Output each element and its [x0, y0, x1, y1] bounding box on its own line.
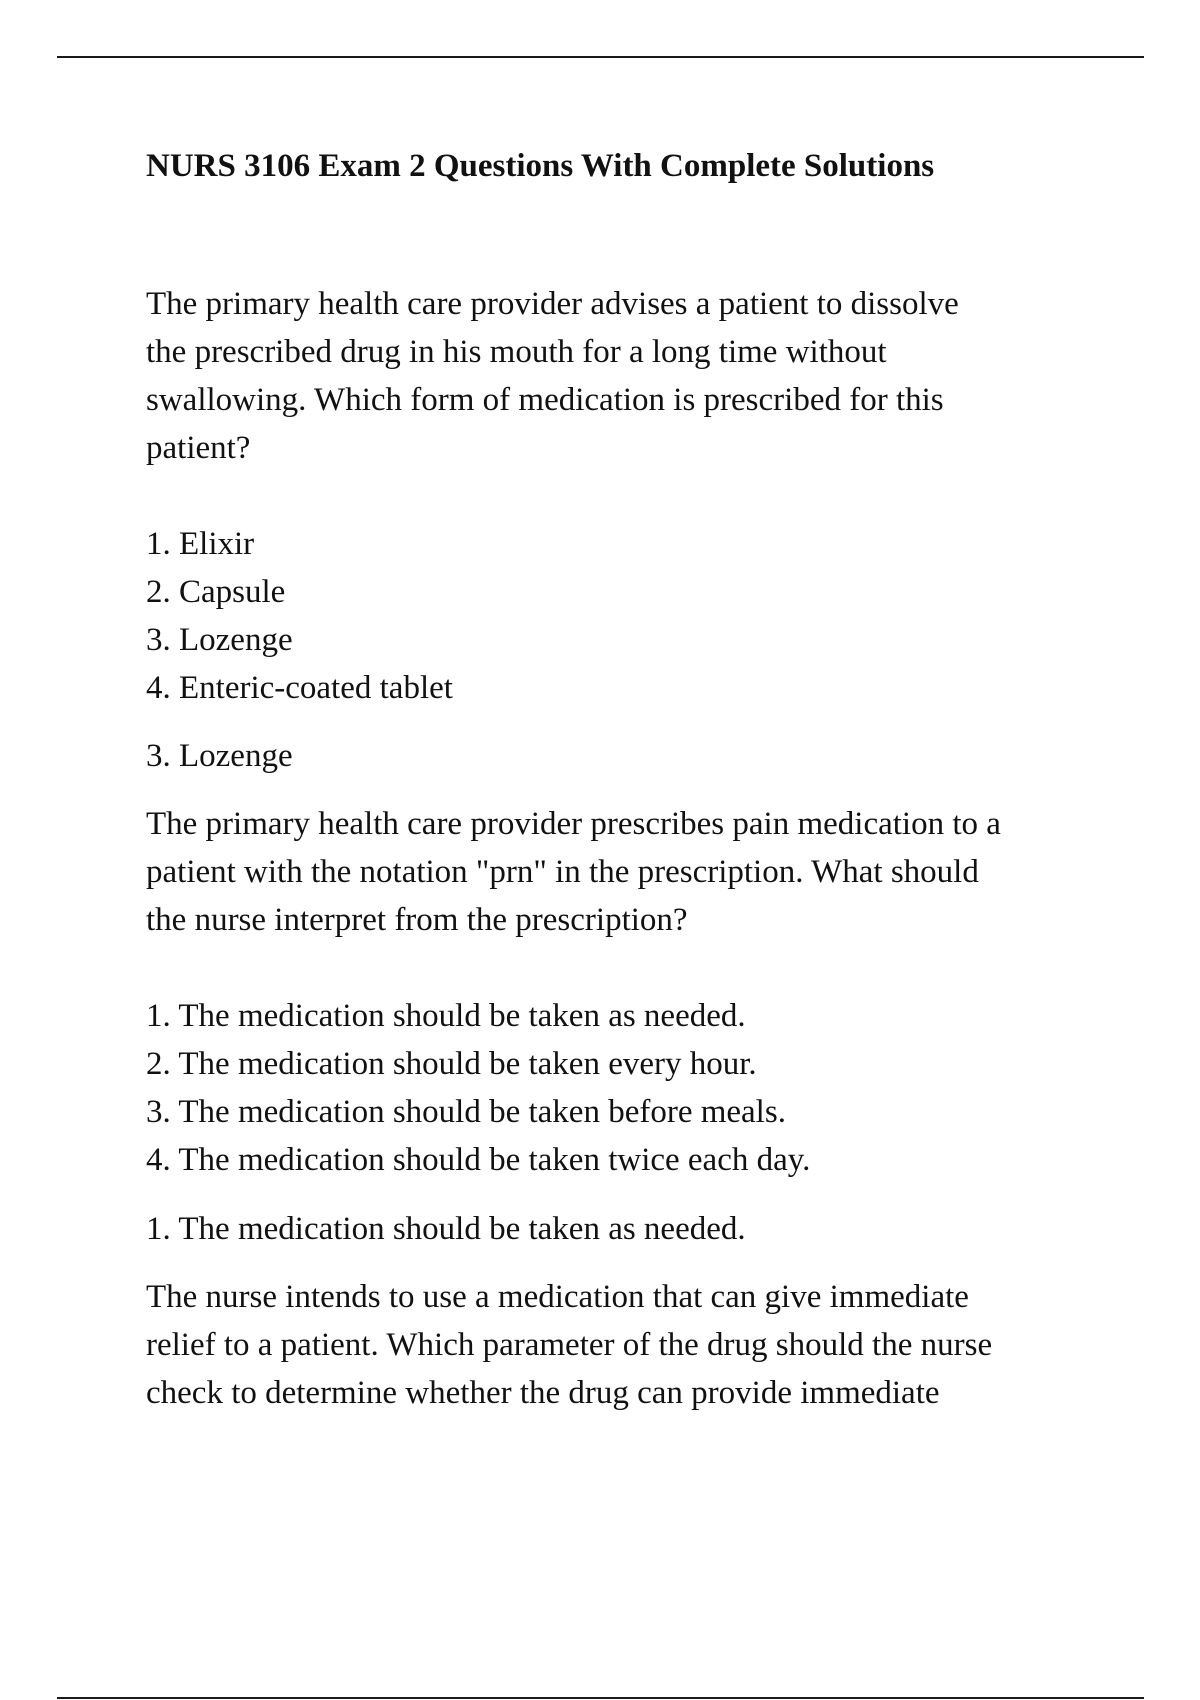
question-1-option-4: 4. Enteric-coated tablet	[146, 670, 453, 706]
question-1-option-2: 2. Capsule	[146, 574, 286, 610]
question-2-option-2: 2. The medication should be taken every hour.	[146, 1046, 757, 1082]
question-2-line-3: the nurse interpret from the prescription?	[146, 902, 688, 938]
question-2-answer: 1. The medication should be taken as needed.	[146, 1211, 746, 1247]
question-1-line-2: the prescribed drug in his mouth for a long time without	[146, 334, 887, 370]
question-1-option-1: 1. Elixir	[146, 526, 255, 562]
question-1-answer: 3. Lozenge	[146, 738, 293, 774]
question-2-line-1: The primary health care provider prescribes pain medication to a	[146, 806, 1001, 842]
question-2-option-3: 3. The medication should be taken before meals.	[146, 1094, 786, 1130]
question-2-option-1: 1. The medication should be taken as needed.	[146, 998, 746, 1034]
question-3-line-2: relief to a patient. Which parameter of the drug should the nurse	[146, 1327, 993, 1363]
question-3-line-1: The nurse intends to use a medication that can give immediate	[146, 1279, 969, 1315]
question-1-options	[146, 520, 453, 712]
question-1-line-3: swallowing. Which form of medication is prescribed for this	[146, 382, 944, 418]
question-2-line-2: patient with the notation "prn" in the prescription. What should	[146, 854, 979, 890]
question-1-text	[146, 280, 1106, 472]
question-1-option-3: 3. Lozenge	[146, 622, 293, 658]
question-2-option-4: 4. The medication should be taken twice each day.	[146, 1142, 811, 1178]
top-divider	[57, 56, 1144, 58]
bottom-divider	[57, 1697, 1144, 1699]
document-title: NURS 3106 Exam 2 Questions With Complete Solutions	[146, 148, 935, 184]
question-3-line-3: check to determine whether the drug can provide immediate	[146, 1375, 940, 1411]
question-1-line-4: patient?	[146, 430, 251, 466]
question-2-options	[146, 992, 810, 1184]
question-2-text	[146, 800, 1106, 944]
question-1-line-1: The primary health care provider advises a patient to dissolve	[146, 286, 959, 322]
question-3-text	[146, 1273, 1106, 1417]
